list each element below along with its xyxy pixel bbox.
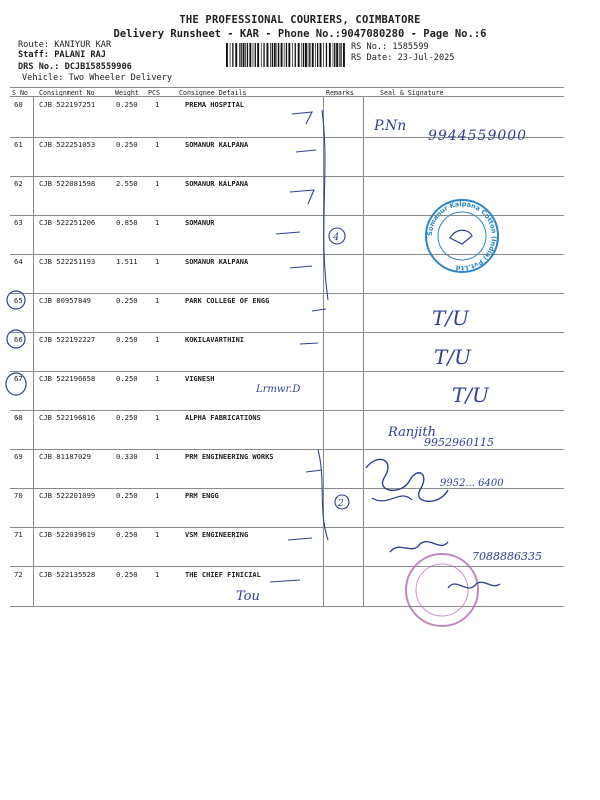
row-consignee: THE CHIEF FINICIAL: [185, 571, 261, 579]
col-sno: S No: [12, 89, 28, 97]
row-sno: 72: [14, 570, 23, 579]
row-weight: 0.250: [116, 374, 138, 383]
handwritten-phone: 9952... 6400: [440, 478, 504, 489]
row-consignment: CJB 522192227: [39, 335, 96, 344]
tick-mark: [290, 190, 314, 204]
row-weight: 0.250: [116, 491, 138, 500]
table-bottom-rule: [10, 606, 564, 607]
tick-mark: [300, 343, 318, 344]
row-consignment: CJB 522196658: [39, 374, 96, 383]
col-consignee: Consignee Details: [179, 89, 247, 97]
row-pcs: 1: [155, 100, 160, 109]
tick-mark: [292, 112, 312, 124]
company-title: THE PROFESSIONAL COURIERS, COIMBATORE: [179, 14, 421, 26]
runsheet-title: Delivery Runsheet - KAR - Phone No.:9047080280 - Page No.:6: [113, 28, 487, 40]
row-consignee: SOMANUR KALPANA: [185, 180, 249, 188]
row-consignee: SOMANUR KALPANA: [185, 141, 249, 149]
row-pcs: 1: [155, 218, 160, 227]
row-sno: 71: [14, 530, 23, 539]
row-rule: [10, 566, 564, 567]
signature-scribble: [390, 542, 448, 552]
row-sno: 61: [14, 140, 23, 149]
row-pcs: 1: [155, 335, 160, 344]
row-sno: 67: [14, 374, 23, 383]
row-sno: 65: [14, 296, 23, 305]
row-consignee: SOMANUR KALPANA: [185, 258, 249, 266]
tick-mark: [306, 470, 322, 472]
row-rule: [10, 137, 564, 138]
row-sno: 69: [14, 452, 23, 461]
row-rule: [10, 449, 564, 450]
row-pcs: 1: [155, 257, 160, 266]
row-weight: 0.250: [116, 530, 138, 539]
header-bottom-rule: [10, 96, 564, 97]
tick-mark: [296, 150, 316, 152]
row-pcs: 1: [155, 491, 160, 500]
row-weight: 0.250: [116, 335, 138, 344]
row-pcs: 1: [155, 413, 160, 422]
row-sno: 62: [14, 179, 23, 188]
row-consignment: CJB 522251053: [39, 140, 96, 149]
signature-text: P.Nn: [374, 118, 407, 134]
handwritten-note: Lrmwr.D: [256, 384, 301, 395]
circle-mark: [335, 495, 349, 509]
rs-number: RS No.: 1585599: [351, 42, 429, 52]
col-remarks: Remarks: [326, 89, 354, 97]
col-consignment: Consignment No: [39, 89, 95, 97]
row-sno: 60: [14, 100, 23, 109]
row-rule: [10, 527, 564, 528]
row-pcs: 1: [155, 140, 160, 149]
handwritten-name: Ranjith: [388, 425, 436, 440]
row-weight: 0.850: [116, 218, 138, 227]
tick-mark: [290, 266, 312, 268]
rs-date: RS Date: 23-Jul-2025: [351, 53, 455, 63]
staff-label: Staff: PALANI RAJ: [18, 50, 106, 60]
drs-number: DRS No.: DCJB158559906: [18, 62, 132, 72]
table-top-rule: [10, 87, 564, 88]
barcode: [226, 43, 346, 67]
row-consignee: SOMANUR: [185, 219, 215, 227]
row-weight: 0.250: [116, 140, 138, 149]
row-weight: 0.330: [116, 452, 138, 461]
svg-text:Somanur Kalpana Cotton (India): [426, 200, 498, 272]
row-consignment: CJB 522251206: [39, 218, 96, 227]
row-consignment: CJB 522135528: [39, 570, 96, 579]
row-sno: 63: [14, 218, 23, 227]
handwritten-phone: 7088886335: [472, 550, 542, 563]
signature-scribble: [372, 496, 412, 501]
circle-number: 2: [338, 499, 344, 509]
row-rule: [10, 254, 564, 255]
row-sno: 64: [14, 257, 23, 266]
row-pcs: 1: [155, 296, 160, 305]
signature-scribble: [448, 582, 500, 588]
handwritten-phone: 9944559000: [428, 128, 528, 144]
route-label: Route: KANIYUR KAR: [18, 40, 112, 50]
seal-stamp: [406, 554, 478, 626]
row-rule: [10, 488, 564, 489]
row-weight: 0.250: [116, 296, 138, 305]
row-weight: 2.550: [116, 179, 138, 188]
col-weight: Weight: [115, 89, 139, 97]
col-seal-signature: Seal & Signature: [380, 89, 444, 97]
row-consignment: CJB 522197251: [39, 100, 96, 109]
handwritten-tu: T/U: [434, 345, 471, 369]
row-consignee: VSM ENGINEERING: [185, 531, 249, 539]
row-consignment: CJB 522039619: [39, 530, 96, 539]
company-stamp: [426, 200, 498, 272]
row-consignee: PRM ENGINEERING WORKS: [185, 453, 274, 461]
row-rule: [10, 293, 564, 294]
row-sno: 66: [14, 335, 23, 344]
row-sno: 68: [14, 413, 23, 422]
row-pcs: 1: [155, 452, 160, 461]
tick-mark: [288, 538, 312, 540]
row-consignment: CJB 522251193: [39, 257, 96, 266]
row-consignment: CJB 80957849: [39, 296, 91, 305]
circle-mark: [329, 228, 345, 244]
row-consignee: ALPHA FABRICATIONS: [185, 414, 261, 422]
row-consignment: CJB 81187029: [39, 452, 91, 461]
row-sno: 70: [14, 491, 23, 500]
row-consignee: PRM ENGG: [185, 492, 219, 500]
col-pcs: PCS: [148, 89, 160, 97]
col-divider: [33, 96, 34, 606]
row-consignee: VIGNESH: [185, 375, 215, 383]
row-weight: 0.250: [116, 100, 138, 109]
row-pcs: 1: [155, 374, 160, 383]
row-weight: 0.250: [116, 413, 138, 422]
vehicle-label: Vehicle: Two Wheeler Delivery: [22, 73, 173, 83]
row-consignment: CJB 522196816: [39, 413, 96, 422]
row-weight: 1.511: [116, 257, 138, 266]
handwritten-note: Tou: [236, 589, 260, 604]
row-pcs: 1: [155, 530, 160, 539]
col-divider: [363, 96, 364, 606]
row-consignee: KOKILAVARTHINI: [185, 336, 245, 344]
tick-mark: [276, 232, 300, 234]
stamp-text: Somanur Kalpana Cotton (India) Pvt.Ltd: [425, 199, 499, 273]
row-pcs: 1: [155, 179, 160, 188]
row-rule: [10, 410, 564, 411]
circle-number: 4: [333, 232, 340, 243]
row-consignee: PARK COLLEGE OF ENGG: [185, 297, 270, 305]
handwritten-tu: T/U: [432, 306, 469, 330]
row-pcs: 1: [155, 570, 160, 579]
row-consignee: PREMA HOSPITAL: [185, 101, 245, 109]
row-rule: [10, 371, 564, 372]
row-consignment: CJB 522201099: [39, 491, 96, 500]
row-rule: [10, 215, 564, 216]
row-consignment: CJB 522081598: [39, 179, 96, 188]
col-divider: [323, 96, 324, 606]
row-rule: [10, 332, 564, 333]
row-rule: [10, 176, 564, 177]
row-weight: 0.250: [116, 570, 138, 579]
signature-scribble: [366, 459, 448, 501]
handwritten-tu: T/U: [452, 383, 489, 407]
handwritten-phone: 9952960115: [424, 436, 494, 449]
tick-mark: [270, 580, 300, 582]
